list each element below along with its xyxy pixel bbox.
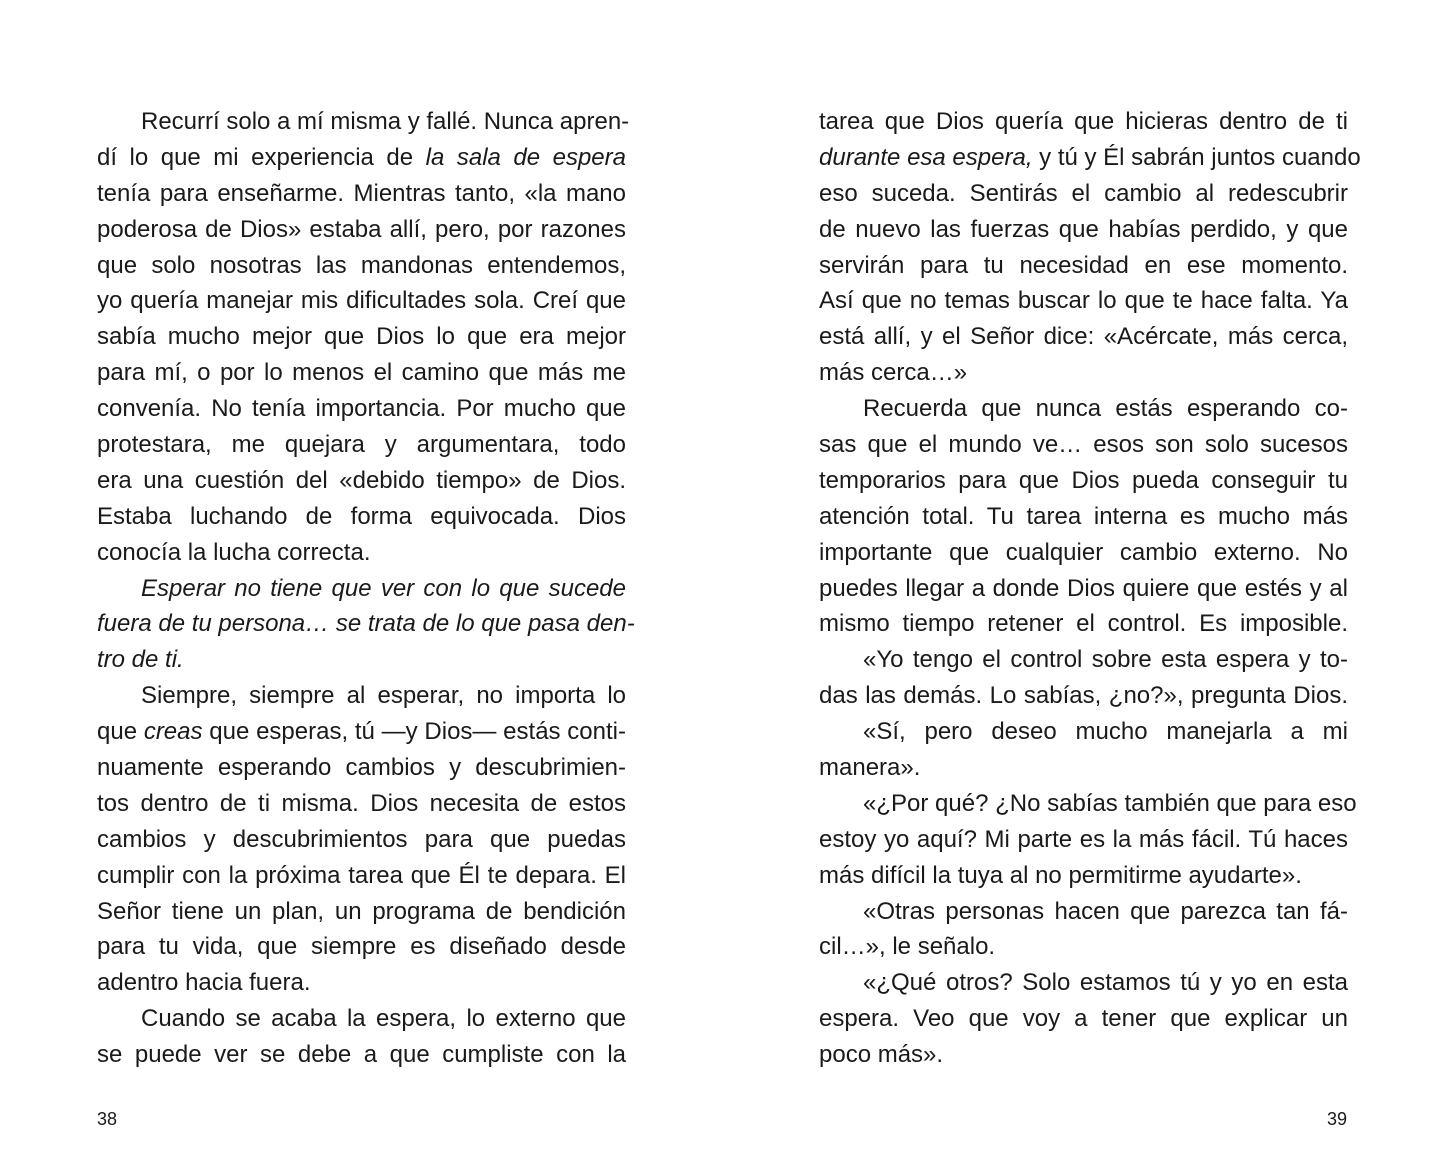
- text-line: [97, 1037, 626, 1073]
- line-text: tenía para enseñarme. Mientras tanto, «la mano: [97, 179, 626, 207]
- line-text: que solo nosotras las mandonas entendemos,: [97, 251, 626, 279]
- line-text: yo quería manejar mis dificultades sola. Creí que: [97, 287, 626, 315]
- line-text: Así que no temas buscar lo que te hace falta. Ya: [819, 287, 1348, 315]
- text-line: [819, 391, 1348, 427]
- right-page-number: 39: [1327, 1109, 1348, 1129]
- text-line: [819, 571, 1348, 607]
- text-line: [97, 642, 626, 678]
- text-line: [819, 427, 1348, 463]
- line-text: cumplir con la próxima tarea que Él te depara. El: [97, 861, 626, 889]
- line-text: poderosa de Dios» estaba allí, pero, por razones: [97, 215, 626, 243]
- text-line: [97, 714, 626, 750]
- line-text: «Sí, pero deseo mucho manejarla a mi: [863, 718, 1348, 746]
- line-text: Recurrí solo a mí misma y fallé. Nunca apren-: [141, 108, 630, 135]
- text-line: [819, 858, 1348, 894]
- line-text: era una cuestión del «debido tiempo» de Dios.: [97, 466, 626, 494]
- text-line: [97, 750, 626, 786]
- text-line: [97, 355, 626, 391]
- right-page-text: [819, 104, 1361, 1073]
- text-line: [97, 319, 626, 355]
- text-line: [819, 248, 1348, 284]
- text-line: [819, 965, 1348, 1001]
- line-text: «¿Por qué? ¿No sabías también que para eso: [863, 789, 1357, 817]
- line-text: mismo tiempo retener el control. Es imposible.: [819, 610, 1348, 638]
- line-text: tro de ti.: [97, 646, 184, 674]
- line-text: Señor tiene un plan, un programa de bendición: [97, 897, 626, 925]
- line-text: nuamente esperando cambios y descubrimien-: [97, 754, 626, 782]
- text-line: [819, 535, 1348, 571]
- line-text: conocía la lucha correcta.: [97, 538, 371, 566]
- line-text: puedes llegar a donde Dios quiere que estés y al: [819, 574, 1348, 602]
- line-text: adentro hacia fuera.: [97, 969, 311, 997]
- line-text: más difícil la tuya al no permitirme ayudarte».: [819, 861, 1302, 889]
- text-line: [819, 319, 1348, 355]
- text-line: [819, 678, 1348, 714]
- line-text-after: y tú y Él sabrán juntos cuando: [1032, 143, 1361, 171]
- line-text: «Otras personas hacen que parezca tan fá-: [863, 897, 1348, 925]
- text-line: [819, 822, 1348, 858]
- text-line: [97, 212, 626, 248]
- line-italic-text: durante esa espera,: [819, 143, 1033, 171]
- text-line: [97, 894, 626, 930]
- line-text: para mí, o por lo menos el camino que más me: [97, 359, 626, 387]
- text-line: [819, 176, 1348, 212]
- text-line: [97, 786, 626, 822]
- text-line: [819, 104, 1348, 140]
- line-italic-text: creas: [143, 718, 203, 746]
- line-text: Estaba luchando de forma equivocada. Dios: [97, 502, 626, 530]
- text-line: [97, 463, 626, 499]
- text-line: [97, 678, 626, 714]
- text-line: [97, 929, 626, 965]
- line-text: das las demás. Lo sabías, ¿no?», pregunta Dios.: [819, 682, 1348, 710]
- text-line: [97, 248, 626, 284]
- line-text: que: [97, 718, 144, 746]
- text-line: [97, 283, 626, 319]
- text-line: [819, 140, 1361, 176]
- text-line: [819, 929, 1348, 965]
- text-line: [97, 140, 626, 176]
- line-text: temporarios para que Dios pueda conseguir tu: [819, 466, 1348, 494]
- line-text: Recuerda que nunca estás esperando co-: [863, 395, 1348, 423]
- text-line: [819, 499, 1348, 535]
- text-line: [819, 750, 1348, 786]
- line-text: se puede ver se debe a que cumpliste con la: [97, 1041, 626, 1069]
- line-text: «Yo tengo el control sobre esta espera y to-: [863, 646, 1348, 674]
- line-text: dí lo que mi experiencia de: [97, 143, 426, 171]
- text-line: [97, 822, 626, 858]
- line-text: manera».: [819, 754, 921, 782]
- text-line: [97, 606, 635, 642]
- line-text: está allí, y el Señor dice: «Acércate, más cerca,: [819, 323, 1348, 351]
- text-line: [819, 894, 1348, 930]
- text-line: [819, 212, 1348, 248]
- line-text: sas que el mundo ve… esos son solo sucesos: [819, 431, 1348, 459]
- text-line: [97, 176, 626, 212]
- line-text-after: que esperas, tú —y Dios— estás conti-: [202, 718, 626, 746]
- line-italic-text: la sala de espera: [425, 143, 626, 171]
- line-text: cil…», le señalo.: [819, 933, 996, 961]
- line-text: más cerca…»: [819, 359, 968, 387]
- text-line: [819, 283, 1348, 319]
- text-line: [819, 355, 1348, 391]
- text-line: [819, 1037, 1348, 1073]
- line-text: para tu vida, que siempre es diseñado desde: [97, 933, 626, 961]
- text-line: [97, 427, 626, 463]
- text-line: [819, 1001, 1348, 1037]
- line-text: tos dentro de ti misma. Dios necesita de estos: [97, 789, 626, 817]
- line-text: «¿Qué otros? Solo estamos tú y yo en esta: [863, 969, 1348, 997]
- line-text: protestara, me quejara y argumentara, todo: [97, 431, 626, 459]
- text-line: [97, 571, 626, 607]
- line-text: eso suceda. Sentirás el cambio al redescubrir: [819, 179, 1348, 207]
- text-line: [819, 642, 1348, 678]
- line-text: Esperar no tiene que ver con lo que sucede: [141, 574, 626, 602]
- text-line: [97, 499, 626, 535]
- text-line: [819, 786, 1357, 822]
- line-text: atención total. Tu tarea interna es mucho más: [819, 502, 1348, 530]
- line-text: de nuevo las fuerzas que habías perdido, y que: [819, 215, 1348, 243]
- line-text: fuera de tu persona… se trata de lo que pasa den-: [97, 610, 635, 638]
- line-text: cambios y descubrimientos para que puedas: [97, 825, 626, 853]
- text-line: [97, 535, 626, 571]
- left-page-text: [97, 104, 635, 1073]
- text-line: [97, 104, 630, 140]
- line-text: tarea que Dios quería que hicieras dentro de ti: [819, 108, 1348, 135]
- text-line: [819, 463, 1348, 499]
- text-line: [819, 606, 1348, 642]
- text-line: [819, 714, 1348, 750]
- line-text: espera. Veo que voy a tener que explicar un: [819, 1005, 1348, 1033]
- text-line: [97, 1001, 626, 1037]
- line-text: estoy yo aquí? Mi parte es la más fácil. Tú haces: [819, 825, 1348, 853]
- line-text: Siempre, siempre al esperar, no importa lo: [141, 682, 626, 710]
- line-text: convenía. No tenía importancia. Por mucho que: [97, 395, 626, 423]
- line-text: servirán para tu necesidad en ese momento.: [819, 251, 1348, 279]
- line-text: importante que cualquier cambio externo. No: [819, 538, 1348, 566]
- line-text: Cuando se acaba la espera, lo externo que: [141, 1005, 626, 1033]
- text-line: [97, 391, 626, 427]
- line-text: sabía mucho mejor que Dios lo que era mejor: [97, 323, 626, 351]
- line-text: poco más».: [819, 1041, 944, 1069]
- text-line: [97, 858, 626, 894]
- left-page-number: 38: [97, 1109, 118, 1129]
- text-line: [97, 965, 626, 1001]
